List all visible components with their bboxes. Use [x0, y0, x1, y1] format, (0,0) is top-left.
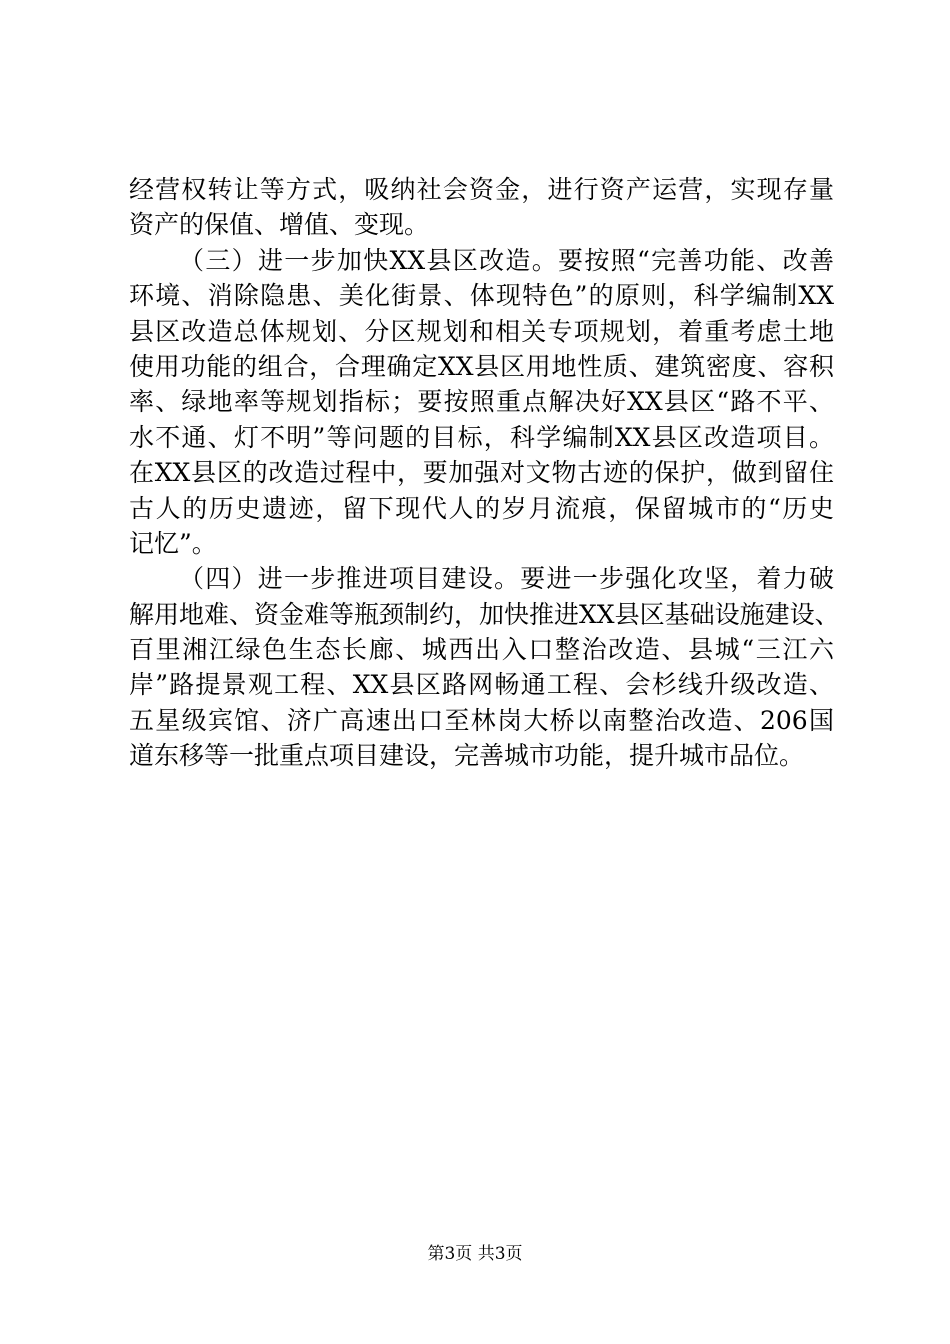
- page-footer: 第3页 共3页: [427, 1244, 523, 1264]
- text-line: 解用地难、资金难等瓶颈制约，加快推进XX县区基础设施建设、: [129, 599, 840, 629]
- text-line: 水不通、灯不明”等问题的目标，科学编制XX县区改造项目。: [129, 422, 834, 452]
- paragraph-4-heading-line: （四）进一步推进项目建设。要进一步强化攻坚，着力破: [179, 564, 834, 594]
- body-text: [129, 172, 840, 774]
- text-line: 资产的保值、增值、变现。: [129, 210, 430, 240]
- text-line: 经营权转让等方式，吸纳社会资金，进行资产运营，实现存量: [129, 175, 834, 204]
- text-line: 五星级宾馆、济广高速出口至林岗大桥以南整治改造、206国: [129, 705, 834, 735]
- text-line: 使用功能的组合，合理确定XX县区用地性质、建筑密度、容积: [129, 351, 834, 381]
- text-line: 在XX县区的改造过程中，要加强对文物古迹的保护，做到留住: [129, 458, 834, 488]
- text-line: 率、绿地率等规划指标；要按照重点解决好XX县区“路不平、: [129, 387, 834, 417]
- paragraph-3-heading-line: （三）进一步加快XX县区改造。要按照“完善功能、改善: [179, 245, 834, 275]
- text-line: 道东移等一批重点项目建设，完善城市功能，提升城市品位。: [129, 741, 805, 771]
- text-line: 百里湘江绿色生态长廊、城西出入口整治改造、县城“三江六: [129, 635, 834, 665]
- text-line: 岸”路提景观工程、XX县区路网畅通工程、会杉线升级改造、: [129, 670, 834, 700]
- text-line: 记忆”。: [129, 528, 217, 558]
- text-line: 环境、消除隐患、美化街景、体现特色”的原则，科学编制XX: [129, 281, 834, 311]
- text-line: 县区改造总体规划、分区规划和相关专项规划，着重考虑土地: [129, 316, 834, 346]
- text-line: 古人的历史遗迹，留下现代人的岁月流痕，保留城市的“历史: [129, 493, 834, 523]
